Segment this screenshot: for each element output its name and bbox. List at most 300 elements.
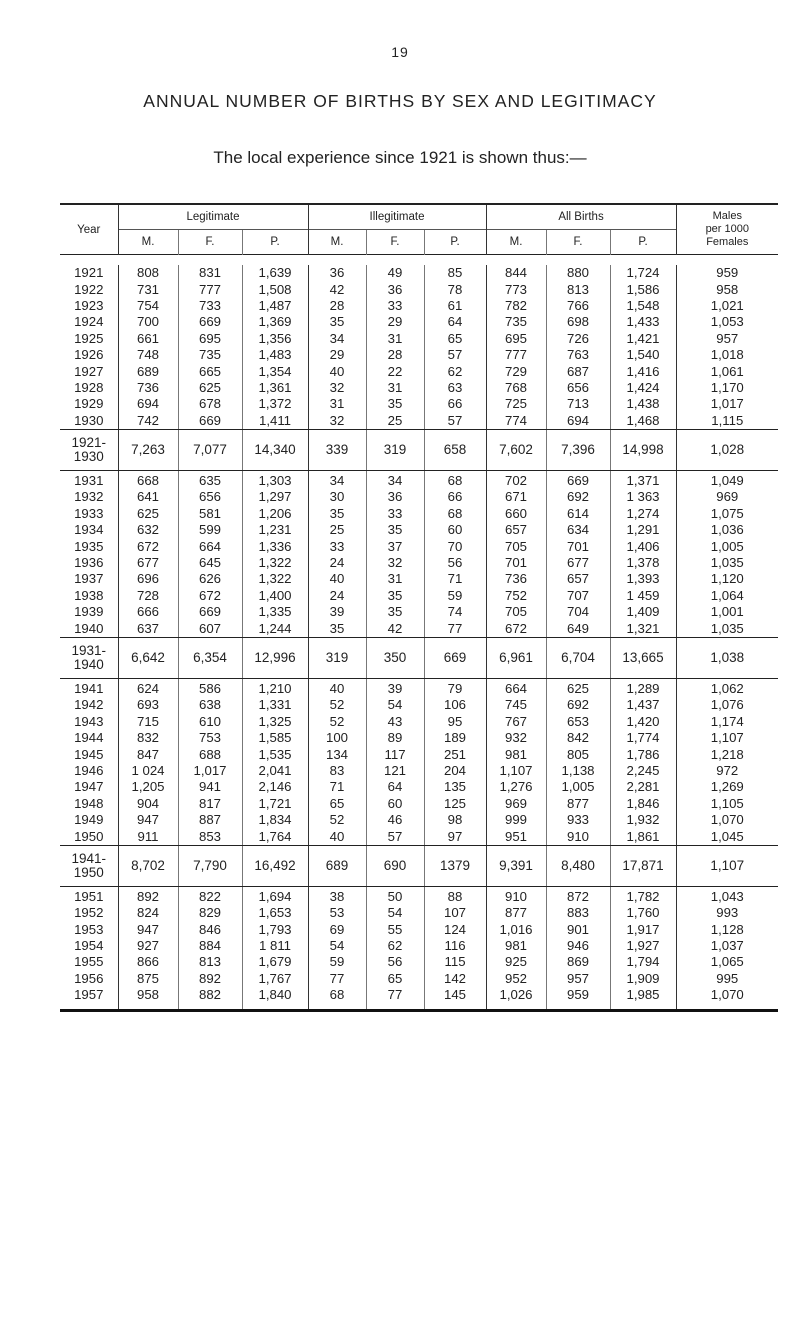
table-row [60,620,778,637]
all-births-m-cell: 695 [505,330,528,346]
illegitimate-m-cell: 53 [329,905,345,921]
legitimate-m-cell: 624 [136,681,159,696]
decade-total-row [60,845,778,886]
all-births-m-cell: 657 [505,522,528,538]
illegitimate-f-cell: 35 [366,588,424,604]
illegitimate-p-cell: 63 [424,380,486,396]
ratio-cell: 993 [716,905,739,921]
all-births-m-cell: 999 [505,812,528,828]
illegitimate-p-cell: 79 [424,678,486,697]
ratio-cell: 1,174 [710,713,744,729]
legitimate-m-cell: 736 [136,379,159,395]
all-births-p-cell: 1,437 [610,697,676,713]
legitimate-p-cell: 1,206 [242,506,308,522]
illegitimate-header: Illegitimate [308,204,486,230]
table-row [60,347,778,363]
all-births-p-total-cell: 13,665 [610,637,676,678]
illegitimate-f-cell: 117 [366,746,424,762]
table-row [60,413,778,430]
ratio-total-cell: 1,028 [676,429,778,470]
legitimate-p-cell: 1,297 [242,489,308,505]
table-row [60,678,778,697]
year-cell: 1949 [60,812,118,828]
ratio-cell: 1,035 [710,555,744,571]
year-cell: 1952 [60,905,118,921]
illegitimate-p-cell: 251 [424,746,486,762]
legitimate-p-cell: 1,483 [242,347,308,363]
illegitimate-f-cell: 89 [366,730,424,746]
table-row [60,538,778,554]
illegitimate-p-cell: 71 [424,571,486,587]
year-cell: 1943 [60,714,118,730]
illegitimate-f-cell: 50 [366,886,424,905]
illegitimate-m-cell: 77 [329,970,345,986]
all-births-m-cell: 745 [505,697,528,713]
illegitimate-f-cell: 65 [366,971,424,987]
year-cell: 1933 [60,506,118,522]
ratio-cell: 1,053 [710,314,744,330]
all-births-f-cell: 653 [546,714,610,730]
all-births-p-cell: 1,927 [610,938,676,954]
all-births-f-cell: 883 [546,905,610,921]
year-cell: 1944 [60,730,118,746]
all-births-p-cell: 1,794 [610,954,676,970]
year-cell: 1921 [60,265,118,281]
legitimate-p-cell: 1,331 [242,697,308,713]
illegitimate-f-cell: 37 [366,538,424,554]
illegitimate-f-cell: 35 [366,396,424,412]
illegitimate-m-cell: 24 [329,555,345,571]
illegitimate-f-cell: 35 [366,604,424,620]
legitimate-f-cell: 656 [178,489,242,505]
legitimate-p-cell: 1,231 [242,522,308,538]
illegitimate-m-cell: 83 [329,762,345,778]
page-title: ANNUAL NUMBER OF BIRTHS BY SEX AND LEGITIMACY [143,91,657,111]
all-births-p-cell: 1,909 [610,971,676,987]
legitimate-p-cell: 1,767 [242,971,308,987]
legitimate-p-total-cell: 16,492 [242,845,308,886]
all-births-f-cell: 933 [546,812,610,828]
illegitimate-f-cell: 35 [366,522,424,538]
legitimate-p-cell: 2,041 [242,763,308,779]
legitimate-m-cell: 754 [136,297,159,313]
illegitimate-m-cell: 69 [329,921,345,937]
illegitimate-f-cell: 77 [366,987,424,1011]
all-births-p-cell: 1,786 [610,746,676,762]
legitimate-f-cell: 822 [178,886,242,905]
legitimate-p-cell: 1,325 [242,714,308,730]
all-births-f-cell: 687 [546,363,610,379]
all-births-m-cell: 664 [505,681,528,696]
legitimate-m-cell: 824 [136,905,159,921]
illegitimate-f-cell: 39 [366,678,424,697]
year-cell: 1946 [60,763,118,779]
legitimate-m-cell: 693 [136,697,159,713]
legitimate-p-cell: 1,793 [242,922,308,938]
table-row [60,470,778,489]
legitimate-f-cell: 882 [178,987,242,1011]
all-births-m-cell: 782 [505,297,528,313]
legitimate-m-total-cell: 6,642 [118,637,178,678]
year-cell: 1942 [60,697,118,713]
legitimate-f-cell: 599 [178,522,242,538]
legitimate-f-cell: 846 [178,922,242,938]
legitimate-f-cell: 638 [178,697,242,713]
illegitimate-m-cell: 33 [329,538,345,554]
illegitimate-p-cell: 78 [424,281,486,297]
all-births-m-cell: 701 [505,555,528,571]
legitimate-p-cell: 1,585 [242,730,308,746]
legitimate-p-cell: 1,679 [242,954,308,970]
ratio-cell: 1,070 [710,812,744,828]
illegitimate-p-cell: 70 [424,538,486,554]
legitimate-f-cell: 853 [178,828,242,845]
ratio-cell: 1,061 [710,363,744,379]
year-cell: 1953 [60,922,118,938]
legitimate-m-cell: 847 [136,746,159,762]
illegitimate-f-cell: 22 [366,363,424,379]
legitimate-f-cell: 884 [178,938,242,954]
all-births-f-header: F. [546,230,610,255]
legitimate-m-cell: 632 [136,522,159,538]
legitimate-f-cell: 1,017 [178,763,242,779]
table-row [60,954,778,970]
ratio-header [676,204,778,255]
table-row [60,987,778,1011]
table-row [60,522,778,538]
all-births-m-total-cell: 7,602 [486,429,546,470]
legitimate-m-cell: 892 [136,888,159,904]
all-births-f-cell: 901 [546,922,610,938]
illegitimate-f-cell: 56 [366,954,424,970]
table-row [60,489,778,505]
legitimate-p-cell: 1,336 [242,538,308,554]
table-row [60,363,778,379]
all-births-f-cell: 614 [546,506,610,522]
illegitimate-m-cell: 40 [329,363,345,379]
all-births-f-cell: 713 [546,396,610,412]
illegitimate-f-cell: 64 [366,779,424,795]
illegitimate-p-cell: 107 [424,905,486,921]
legitimate-p-cell: 1,303 [242,470,308,489]
all-births-p-cell: 1,760 [610,905,676,921]
all-births-m-cell: 910 [505,888,528,904]
table-row [60,812,778,828]
year-cell: 1931 [60,470,118,489]
legitimate-f-cell: 669 [178,314,242,330]
year-cell: 1932 [60,489,118,505]
year-cell: 1956 [60,971,118,987]
illegitimate-m-cell: 39 [329,604,345,620]
all-births-f-cell: 946 [546,938,610,954]
legitimate-p-cell: 1,400 [242,588,308,604]
illegitimate-p-cell: 124 [424,922,486,938]
table-row [60,697,778,713]
illegitimate-f-cell: 33 [366,506,424,522]
illegitimate-p-cell: 66 [424,489,486,505]
ratio-cell: 1,075 [710,505,744,521]
all-births-f-cell: 677 [546,555,610,571]
year-cell: 1954 [60,938,118,954]
illegitimate-p-cell: 106 [424,697,486,713]
legitimate-m-cell: 641 [136,489,159,505]
illegitimate-m-cell: 54 [329,938,345,954]
table-row [60,886,778,905]
all-births-p-cell: 1,846 [610,796,676,812]
legitimate-m-cell: 742 [118,413,178,430]
all-births-f-cell: 704 [546,604,610,620]
legitimate-f-cell: 733 [178,298,242,314]
legitimate-p-cell: 1,535 [242,746,308,762]
all-births-m-cell: 752 [505,587,528,603]
illegitimate-f-cell: 46 [366,812,424,828]
all-births-m-total-cell: 9,391 [486,845,546,886]
year-cell: 1930 [60,413,118,430]
illegitimate-m-cell: 32 [308,413,366,430]
all-births-f-cell: 634 [546,522,610,538]
legitimate-f-cell: 688 [178,746,242,762]
all-births-p-cell: 1,985 [610,987,676,1011]
all-births-p-cell: 1,291 [610,522,676,538]
ratio-cell: 1,128 [710,921,744,937]
table-row [60,746,778,762]
decade-range-cell [60,429,118,470]
ratio-cell: 995 [716,970,739,986]
all-births-m-cell: 981 [505,938,528,954]
year-cell: 1941 [60,678,118,697]
illegitimate-p-total-cell: 1379 [424,845,486,886]
illegitimate-p-cell: 62 [424,363,486,379]
ratio-total-cell: 1,107 [676,845,778,886]
legitimate-f-total-cell: 6,354 [178,637,242,678]
illegitimate-f-cell: 29 [366,314,424,330]
all-births-m-cell: 969 [505,795,528,811]
legitimate-m-cell: 677 [136,555,159,571]
table-row [60,331,778,347]
table-row [60,714,778,730]
legitimate-p-cell: 1,372 [242,396,308,412]
illegitimate-m-cell: 38 [329,888,345,904]
all-births-m-cell: 735 [505,314,528,330]
all-births-m-cell: 844 [505,265,528,281]
all-births-f-cell: 959 [546,987,610,1011]
year-cell: 1945 [60,746,118,762]
legitimate-m-cell: 927 [136,938,159,954]
all-births-m-cell: 729 [505,363,528,379]
all-births-p-cell: 1,433 [610,314,676,330]
all-births-m-cell: 774 [486,413,546,430]
illegitimate-m-cell: 35 [329,314,345,330]
all-births-f-cell: 805 [546,746,610,762]
illegitimate-p-cell: 125 [424,796,486,812]
ratio-header-line-3: Females [706,236,749,248]
all-births-f-cell: 692 [546,697,610,713]
all-births-p-cell: 1,274 [610,506,676,522]
legitimate-p-total-cell: 14,340 [242,429,308,470]
illegitimate-p-cell: 142 [424,971,486,987]
legitimate-m-cell: 958 [118,987,178,1011]
legitimate-p-cell: 1,834 [242,812,308,828]
ratio-cell: 1,018 [710,347,744,363]
legitimate-m-cell: 1,205 [131,779,165,795]
legitimate-f-cell: 887 [178,812,242,828]
all-births-m-cell: 951 [486,828,546,845]
illegitimate-f-total-cell: 319 [366,429,424,470]
table-row [60,588,778,604]
legitimate-p-total-cell: 12,996 [242,637,308,678]
all-births-m-cell: 925 [505,954,528,970]
all-births-m-cell: 768 [505,379,528,395]
legitimate-m-cell: 696 [136,571,159,587]
all-births-m-cell: 736 [505,571,528,587]
births-table [60,203,778,1012]
legitimate-f-cell: 664 [178,538,242,554]
legitimate-f-cell: 665 [178,363,242,379]
illegitimate-f-cell: 36 [366,281,424,297]
ratio-cell: 1,021 [710,297,744,313]
legitimate-f-cell: 635 [178,470,242,489]
all-births-f-cell: 957 [546,971,610,987]
illegitimate-f-cell: 32 [366,555,424,571]
ratio-cell: 1,105 [710,795,744,811]
all-births-f-cell: 726 [546,331,610,347]
legitimate-m-cell: 728 [136,587,159,603]
ratio-cell: 1,107 [710,730,744,746]
all-births-p-cell: 1,861 [610,828,676,845]
legitimate-f-cell: 735 [178,347,242,363]
all-births-p-cell: 1,724 [610,265,676,281]
all-births-m-cell: 671 [505,489,528,505]
illegitimate-f-cell: 60 [366,796,424,812]
all-births-p-cell: 1,393 [610,571,676,587]
illegitimate-f-cell: 31 [366,331,424,347]
all-births-f-cell: 877 [546,796,610,812]
table-row [60,922,778,938]
all-births-f-cell: 872 [546,886,610,905]
year-cell: 1938 [60,588,118,604]
year-cell: 1927 [60,363,118,379]
legitimate-f-cell: 586 [178,678,242,697]
illegitimate-f-cell: 25 [366,413,424,430]
legitimate-m-total-cell: 8,702 [118,845,178,886]
all-births-p-cell: 1,321 [610,620,676,637]
illegitimate-f-cell: 121 [366,763,424,779]
illegitimate-f-header: F. [366,230,424,255]
table-row [60,828,778,845]
all-births-f-cell: 813 [546,281,610,297]
illegitimate-f-total-cell: 690 [366,845,424,886]
illegitimate-p-cell: 189 [424,730,486,746]
legitimate-p-cell: 1 811 [242,938,308,954]
legitimate-f-cell: 669 [178,413,242,430]
illegitimate-m-cell: 35 [308,620,366,637]
illegitimate-m-cell: 34 [329,330,345,346]
legitimate-p-cell: 1,354 [242,363,308,379]
legitimate-f-cell: 607 [178,620,242,637]
legitimate-m-cell: 694 [136,396,159,412]
illegitimate-m-cell: 24 [329,587,345,603]
legitimate-p-cell: 1,508 [242,281,308,297]
ratio-cell: 1,065 [710,954,744,970]
legitimate-p-cell: 1,487 [242,298,308,314]
year-cell: 1924 [60,314,118,330]
illegitimate-m-cell: 36 [329,265,345,281]
legitimate-f-cell: 672 [178,588,242,604]
all-births-m-cell: 705 [505,604,528,620]
table-row [60,796,778,812]
ratio-total-cell: 1,038 [676,637,778,678]
all-births-f-cell: 707 [546,588,610,604]
table-row [60,905,778,921]
year-cell: 1935 [60,538,118,554]
table-row [60,281,778,297]
all-births-f-cell: 910 [546,828,610,845]
all-births-m-cell: 1,107 [499,762,533,778]
all-births-p-cell: 2,281 [610,779,676,795]
ratio-header-line-1: Males [712,210,742,222]
legitimate-p-cell: 1,369 [242,314,308,330]
all-births-p-cell: 1,586 [610,281,676,297]
illegitimate-f-cell: 43 [366,714,424,730]
illegitimate-f-cell: 62 [366,938,424,954]
illegitimate-f-cell: 31 [366,380,424,396]
table-row [60,730,778,746]
year-cell: 1926 [60,347,118,363]
decade-start: 1931- [71,642,107,658]
legitimate-p-cell: 1,244 [242,620,308,637]
decade-start: 1921- [71,434,107,450]
illegitimate-f-cell: 31 [366,571,424,587]
page-number: 19 [391,44,409,60]
illegitimate-p-cell: 116 [424,938,486,954]
all-births-p-header: P. [610,230,676,255]
all-births-f-cell: 649 [546,620,610,637]
illegitimate-f-cell: 55 [366,922,424,938]
legitimate-header: Legitimate [118,204,308,230]
spacer-cell [60,255,778,266]
all-births-p-cell: 1,540 [610,347,676,363]
all-births-p-total-cell: 17,871 [610,845,676,886]
legitimate-p-cell: 1,210 [242,678,308,697]
legitimate-m-total-cell: 7,263 [118,429,178,470]
decade-range-cell [60,845,118,886]
illegitimate-m-cell: 134 [326,746,349,762]
all-births-m-cell: 705 [505,538,528,554]
all-births-f-cell: 766 [546,298,610,314]
table-row [60,298,778,314]
legitimate-f-cell: 645 [178,555,242,571]
illegitimate-p-cell: 59 [424,588,486,604]
all-births-p-cell: 1,420 [610,714,676,730]
illegitimate-p-cell: 56 [424,555,486,571]
illegitimate-m-cell: 52 [329,697,345,713]
illegitimate-m-cell: 52 [329,713,345,729]
all-births-m-cell: 702 [505,473,528,489]
ratio-cell: 1,170 [710,379,744,395]
ratio-cell: 1,045 [676,828,778,845]
all-births-f-cell: 701 [546,538,610,554]
legitimate-p-cell: 1,335 [242,604,308,620]
ratio-cell: 958 [716,281,739,297]
legitimate-f-cell: 678 [178,396,242,412]
year-cell: 1947 [60,779,118,795]
all-births-p-cell: 2,245 [610,763,676,779]
year-header: Year [60,204,118,255]
legitimate-f-cell: 831 [178,265,242,281]
all-births-f-cell: 692 [546,489,610,505]
all-births-p-cell: 1,421 [610,331,676,347]
ratio-cell: 972 [716,762,739,778]
